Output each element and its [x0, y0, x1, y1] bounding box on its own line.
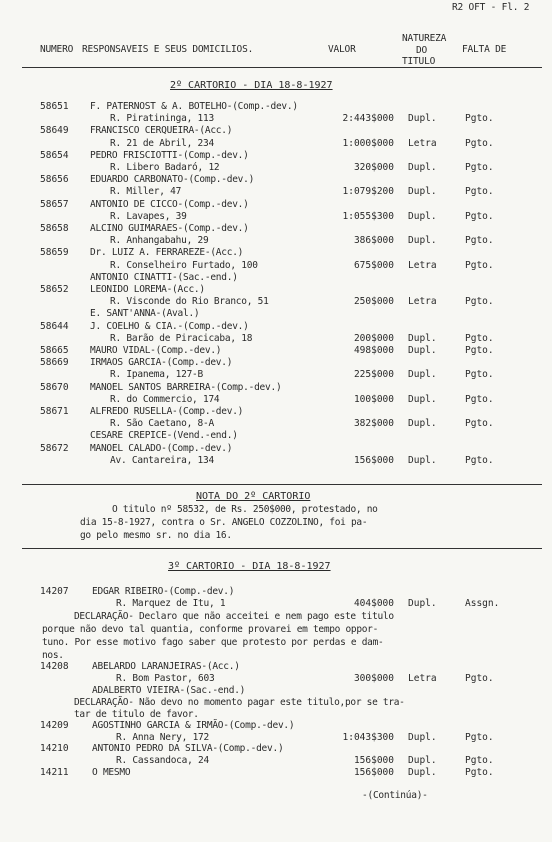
entry-falta: Pgto.: [465, 673, 494, 684]
entry-valor: 300$000: [353, 673, 394, 684]
entry-falta: Pgto.: [465, 332, 494, 344]
entry-valor: 156$000: [353, 755, 394, 766]
entry-number: 14209: [40, 720, 69, 731]
entry-falta: Pgto.: [465, 296, 494, 308]
entry-valor: 382$000: [353, 418, 394, 430]
entry-falta: Assgn.: [465, 598, 500, 609]
entry-natureza: Dupl.: [408, 113, 437, 125]
entry-address: R. Barão de Piracicaba, 18: [110, 332, 253, 344]
entry-falta: Pgto.: [465, 369, 494, 381]
entry-number: 14211: [40, 767, 69, 778]
entry-falta: Pgto.: [465, 345, 494, 356]
entry-falta: Pgto.: [465, 732, 494, 743]
note-end-rule: [22, 548, 542, 549]
entry-address: R. Bom Pastor, 603: [116, 673, 215, 684]
entry-endorser: CESARE CREPICE-(Vend.-end.): [90, 430, 238, 442]
entry-natureza: Dupl.: [408, 598, 437, 609]
entry-address: R. Cassandoca, 24: [116, 755, 209, 766]
entry-number: 58672: [40, 442, 69, 454]
entry-natureza: Dupl.: [408, 393, 437, 405]
entry-number: 14207: [40, 586, 69, 597]
entry-valor: 250$000: [353, 296, 394, 308]
entry-address: R. Visconde do Rio Branco, 51: [110, 296, 269, 308]
entry-address: R. Lavapes, 39: [110, 210, 187, 222]
entry-endorser: E. SANT'ANNA-(Aval.): [90, 308, 200, 320]
entry-address: R. Ipanema, 127-B: [110, 369, 203, 381]
entry-number: 14208: [40, 661, 69, 672]
entry-falta: Pgto.: [465, 393, 494, 405]
entry-name: EDUARDO CARBONATO-(Comp.-dev.): [90, 174, 255, 186]
entry-endorser: ANTONIO CINATTI-(Sac.-end.): [90, 271, 238, 283]
entry-name: ANTONIO DE CICCO-(Comp.-dev.): [90, 198, 249, 210]
col-valor: VALOR: [328, 44, 356, 55]
entry-valor: 675$000: [353, 259, 394, 271]
entry-natureza: Letra: [408, 259, 437, 271]
entry-natureza: Dupl.: [408, 767, 437, 778]
entry-address: R. Anna Nery, 172: [116, 732, 209, 743]
entry-falta: Pgto.: [465, 259, 494, 271]
section-3-title: 3º CARTORIO - DIA 18-8-1927: [168, 561, 331, 572]
entry-address: Av. Cantareira, 134: [110, 454, 214, 466]
entry-number: 58649: [40, 125, 69, 137]
entry-valor: 320$000: [353, 162, 394, 173]
entry-natureza: Letra: [408, 673, 437, 684]
entry-address: R. Miller, 47: [110, 186, 182, 198]
entry-address: R. Libero Badaró, 12: [110, 162, 220, 173]
entry-number: 58669: [40, 357, 69, 369]
entry-address: R. Piratininga, 113: [110, 113, 214, 125]
entry-falta: Pgto.: [465, 113, 494, 125]
declaration-line: porque não devo tal quantia, conforme provarei em tempo oppor-: [42, 624, 379, 635]
entry-falta: Pgto.: [465, 235, 494, 247]
entry-natureza: Dupl.: [408, 732, 437, 743]
note-line: go pelo mesmo sr. no dia 16.: [80, 530, 232, 541]
entry-name: Dr. LUIZ A. FERRAREZE-(Acc.): [90, 247, 244, 259]
section-2-title: 2º CARTORIO - DIA 18-8-1927: [170, 80, 333, 91]
entry-natureza: Dupl.: [408, 345, 437, 356]
entry-name: IRMAOS GARCIA-(Comp.-dev.): [90, 357, 233, 369]
entry-name: ANTONIO PEDRO DA SILVA-(Comp.-dev.): [92, 743, 284, 754]
entry-number: 58654: [40, 149, 69, 161]
entry-natureza: Dupl.: [408, 418, 437, 430]
entry-natureza: Dupl.: [408, 454, 437, 466]
entry-falta: Pgto.: [465, 755, 494, 766]
entry-number: 58657: [40, 198, 69, 210]
col-natureza-1: NATUREZA: [402, 33, 447, 44]
entry-falta: Pgto.: [465, 210, 494, 222]
entry-name: J. COELHO & CIA.-(Comp.-dev.): [90, 320, 249, 332]
entry-natureza: Dupl.: [408, 162, 437, 173]
entry-number: 58656: [40, 174, 69, 186]
section-2-end-rule: [22, 484, 542, 485]
entry-valor: 200$000: [353, 332, 394, 344]
entry-name: FRANCISCO CERQUEIRA-(Acc.): [90, 125, 233, 137]
note-line: dia 15-8-1927, contra o Sr. ANGELO COZZOLINO, foi pa-: [80, 517, 368, 528]
entry-natureza: Dupl.: [408, 332, 437, 344]
entry-valor: 156$000: [353, 454, 394, 466]
entry-natureza: Letra: [408, 137, 437, 149]
entry-valor: 156$000: [353, 767, 394, 778]
entry-natureza: Dupl.: [408, 210, 437, 222]
entry-valor: 100$000: [353, 393, 394, 405]
entry-address: R. do Commercio, 174: [110, 393, 220, 405]
entry-number: 58665: [40, 345, 69, 356]
entry-number: 14210: [40, 743, 69, 754]
entry-number: 58644: [40, 320, 69, 332]
page-reference: R2 OFT - Fl. 2: [452, 2, 530, 13]
declaration-line: nos.: [42, 650, 64, 661]
entry-name: ABELARDO LARANJEIRAS-(Acc.): [92, 661, 240, 672]
note-title: NOTA DO 2º CARTORIO: [196, 491, 311, 502]
entry-number: 58659: [40, 247, 69, 259]
col-natureza-3: TITULO: [402, 56, 436, 67]
entry-natureza: Letra: [408, 296, 437, 308]
entry-name: LEONIDO LOREMA-(Acc.): [90, 284, 205, 295]
entry-address: R. Marquez de Itu, 1: [116, 598, 226, 609]
entry-natureza: Dupl.: [408, 755, 437, 766]
entry-falta: Pgto.: [465, 767, 494, 778]
entry-natureza: Dupl.: [408, 186, 437, 198]
entry-name: ALCINO GUIMARAES-(Comp.-dev.): [90, 223, 249, 234]
entry-name: PEDRO FRISCIOTTI-(Comp.-dev.): [90, 149, 249, 161]
entry-name: EDGAR RIBEIRO-(Comp.-dev.): [92, 586, 235, 597]
entry-valor: 225$000: [353, 369, 394, 381]
note-line: O titulo nº 58532, de Rs. 250$000, protestado, no: [112, 504, 378, 515]
entry-address: R. 21 de Abril, 234: [110, 137, 214, 149]
entry-name: MANOEL CALADO-(Comp.-dev.): [90, 442, 233, 454]
header-rule: [22, 67, 542, 68]
entry-natureza: Dupl.: [408, 369, 437, 381]
entry-valor: 386$000: [353, 235, 394, 247]
entry-address: R. Conselheiro Furtado, 100: [110, 259, 258, 271]
entry-name: MAURO VIDAL-(Comp.-dev.): [90, 345, 222, 356]
entry-valor: 1:000$000: [342, 137, 394, 149]
declaration-line: tar de titulo de favor.: [74, 709, 199, 720]
entry-valor: 498$000: [353, 345, 394, 356]
entry-address: R. Anhangabahu, 29: [110, 235, 209, 247]
entry-number: 58652: [40, 284, 69, 295]
entry-number: 58670: [40, 381, 69, 393]
declaration-line: DECLARAÇÃO- Não devo no momento pagar este titulo,por se tra-: [74, 697, 405, 708]
entry-falta: Pgto.: [465, 137, 494, 149]
entry-name: ALFREDO RUSELLA-(Comp.-dev.): [90, 406, 244, 417]
entry-valor: 1:079$200: [342, 186, 394, 198]
entry-name: MANOEL SANTOS BARREIRA-(Comp.-dev.): [90, 381, 282, 393]
entry-number: 58658: [40, 223, 69, 234]
col-responsaveis: RESPONSAVEIS E SEUS DOMICILIOS.: [82, 44, 254, 55]
entry-endorser: ADALBERTO VIEIRA-(Sac.-end.): [92, 685, 246, 696]
col-natureza-2: DO: [416, 45, 428, 56]
entry-valor: 2:443$000: [342, 113, 394, 125]
entry-valor: 1:043$300: [342, 732, 394, 743]
entry-falta: Pgto.: [465, 162, 494, 173]
entry-number: 58651: [40, 101, 69, 112]
col-falta: FALTA DE: [462, 44, 507, 55]
declaration-line: tuno. Por esse motivo fago saber que protesto por perdas e dam-: [42, 637, 384, 648]
entry-valor: 1:055$300: [342, 210, 394, 222]
continua-marker: -(Continúa)-: [362, 790, 428, 801]
entry-valor: 404$000: [353, 598, 394, 609]
entry-natureza: Dupl.: [408, 235, 437, 247]
entry-name: O MESMO: [92, 767, 131, 778]
declaration-line: DECLARAÇÃO- Declaro que não acceitei e nem pago este titulo: [74, 611, 394, 622]
entry-number: 58671: [40, 406, 69, 417]
entry-falta: Pgto.: [465, 454, 494, 466]
entry-name: F. PATERNOST & A. BOTELHO-(Comp.-dev.): [90, 101, 298, 112]
entry-falta: Pgto.: [465, 186, 494, 198]
entry-address: R. São Caetano, 8-A: [110, 418, 214, 430]
entry-falta: Pgto.: [465, 418, 494, 430]
entry-name: AGOSTINHO GARCIA & IRMÃO-(Comp.-dev.): [92, 720, 295, 731]
col-numero: NUMERO: [40, 44, 74, 55]
